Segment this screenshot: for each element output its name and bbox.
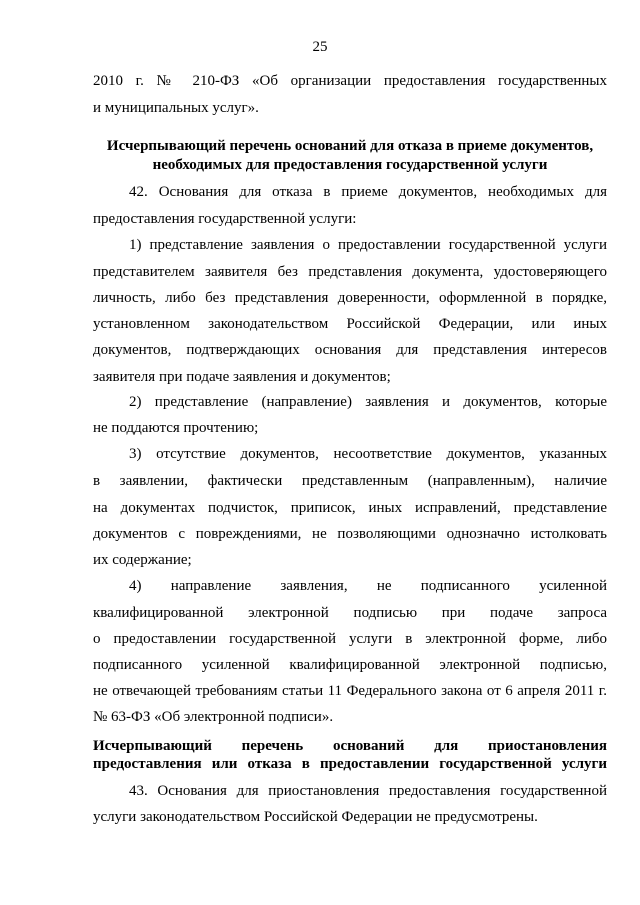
text-line: документов, подтверждающих основания для представления интересов	[93, 342, 607, 358]
paragraph-first-line: 43. Основания для приостановления предоставления государственной	[129, 783, 607, 799]
text-line: и муниципальных услуг».	[93, 100, 259, 116]
paragraph-first-line: 4) направление заявления, не подписанного усиленной	[129, 578, 607, 594]
paragraph-first-line: 3) отсутствие документов, несоответствие документов, указанных	[129, 446, 607, 462]
text-line: личность, либо без представления доверенности, оформленной в порядке,	[93, 290, 607, 306]
text-line: квалифицированной электронной подписью при подаче запроса	[93, 605, 607, 621]
text-line: подписанного усиленной квалифицированной электронной подписью,	[93, 657, 607, 673]
text-line: не отвечающей требованиям статьи 11 Федерального закона от 6 апреля 2011 г.	[93, 683, 607, 699]
text-line: о предоставлении государственной услуги в электронной форме, либо	[93, 631, 607, 647]
text-line: услуги законодательством Российской Федерации не предусмотрены.	[93, 809, 538, 825]
text-line: представителем заявителя без представления документа, удостоверяющего	[93, 264, 607, 280]
text-line: предоставления государственной услуги:	[93, 211, 357, 227]
paragraph-first-line: 1) представление заявления о предоставлении государственной услуги	[129, 237, 607, 253]
section-heading-line: Исчерпывающий перечень оснований для приостановления	[93, 738, 607, 754]
text-line: установленном законодательством Российской Федерации, или иных	[93, 316, 607, 332]
text-line: на документах подчисток, приписок, иных исправлений, представление	[93, 500, 607, 516]
text-line: заявителя при подаче заявления и документов;	[93, 369, 391, 385]
section-heading-line: предоставления или отказа в предоставлении государственной услуги	[93, 756, 607, 772]
text-line: № 63-ФЗ «Об электронной подписи».	[93, 709, 334, 725]
section-heading-line: Исчерпывающий перечень оснований для отказа в приеме документов,	[106, 138, 594, 154]
page-number: 25	[312, 39, 328, 55]
text-line: в заявлении, фактически представленным (направленным), наличие	[93, 473, 607, 489]
text-line: 2010 г. № 210-ФЗ «Об организации предоставления государственных	[93, 73, 607, 89]
text-line: их содержание;	[93, 552, 192, 568]
section-heading-line: необходимых для предоставления государственной услуги	[152, 157, 548, 173]
paragraph-first-line: 42. Основания для отказа в приеме документов, необходимых для	[129, 184, 607, 200]
text-line: не поддаются прочтению;	[93, 420, 259, 436]
paragraph-first-line: 2) представление (направление) заявления и документов, которые	[129, 394, 607, 410]
text-line: документов с повреждениями, не позволяющими однозначно истолковать	[93, 526, 607, 542]
